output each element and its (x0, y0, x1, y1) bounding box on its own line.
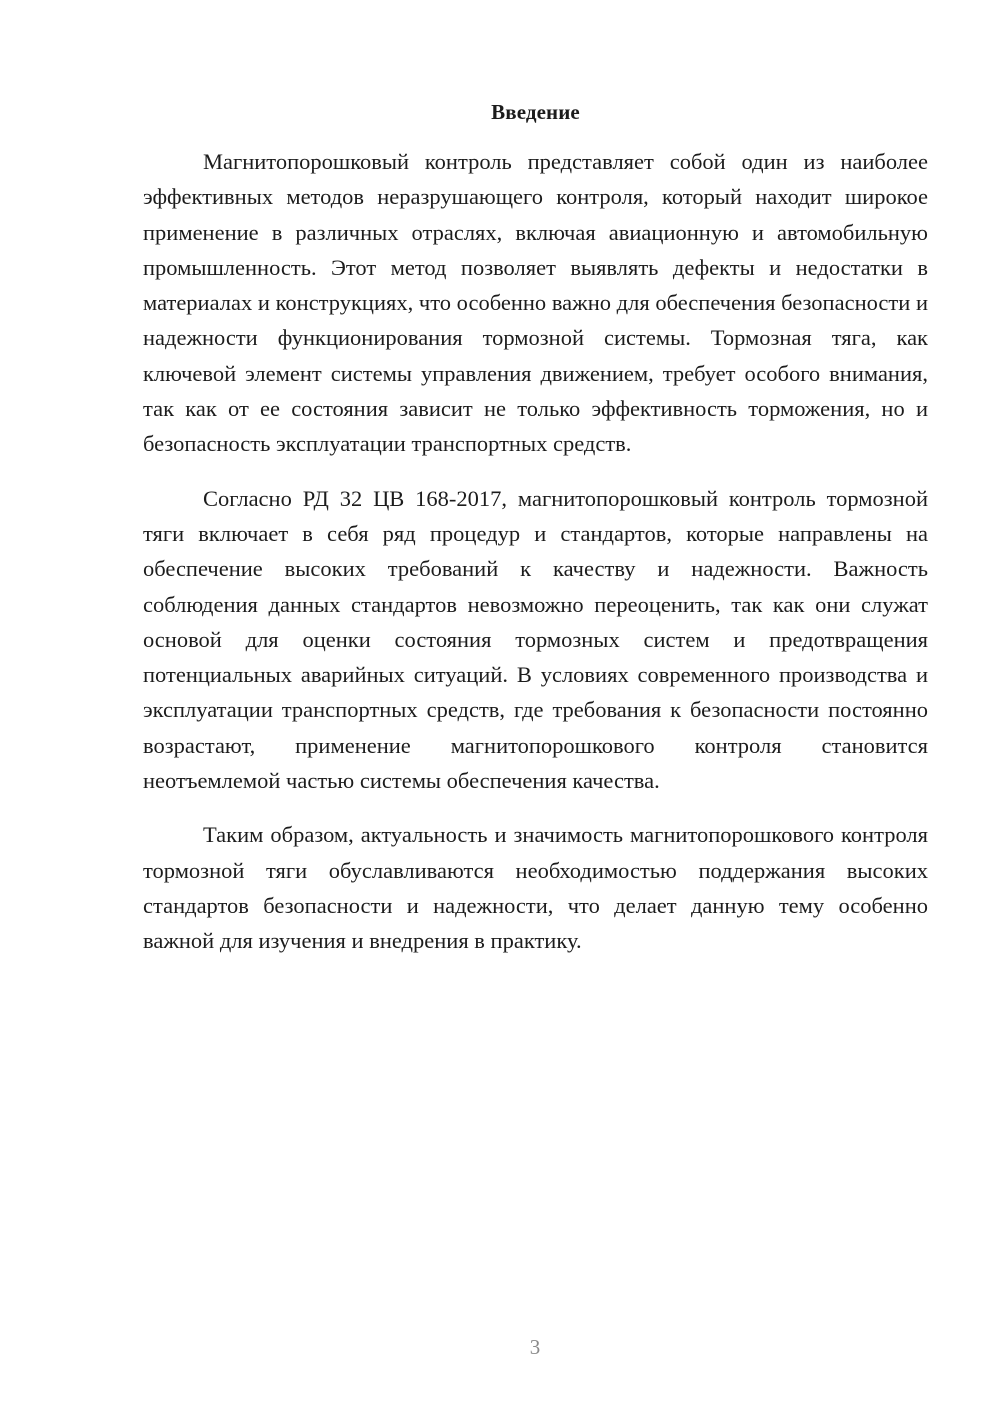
paragraph-intro: Магнитопорошковый контроль представляет собой один из наиболее эффективных методов неразрушающего контроля, который находит широкое применение в различных отраслях, включая авиационную и автомобильную промышленность. Этот метод позволяет выявлять дефекты и недостатки в материалах и конструкциях, что особенно важно для обеспечения безопасности и надежности функционирования тормозной системы. Тормозная тяга, как ключевой элемент системы управления движением, требует особого внимания, так как от ее состояния зависит не только эффективность торможения, но и безопасность эксплуатации транспортных средств. (143, 149, 928, 457)
paragraph-conclusion: Таким образом, актуальность и значимость магнитопорошкового контроля тормозной тяги обуславливаются необходимостью поддержания высоких стандартов безопасности и надежности, что делает данную тему особенно важной для изучения и внедрения в практику. (143, 822, 928, 954)
page-number: 3 (529, 1335, 541, 1359)
paragraph-standard: Согласно РД 32 ЦВ 168-2017, магнитопорошковый контроль тормозной тяги включает в себя ряд процедур и стандартов, которые направлены на обеспечение высоких требований к качеству и надежности. Важность соблюдения данных стандартов невозможно переоценить, так как они служат основой для оценки состояния тормозных систем и предотвращения потенциальных аварийных ситуаций. В условиях современного производства и эксплуатации транспортных средств, где требования к безопасности постоянно возрастают, применение магнитопорошкового контроля становится неотъемлемой частью системы обеспечения качества. (143, 485, 928, 794)
body-text (143, 144, 928, 959)
section-heading: Введение (491, 100, 580, 124)
